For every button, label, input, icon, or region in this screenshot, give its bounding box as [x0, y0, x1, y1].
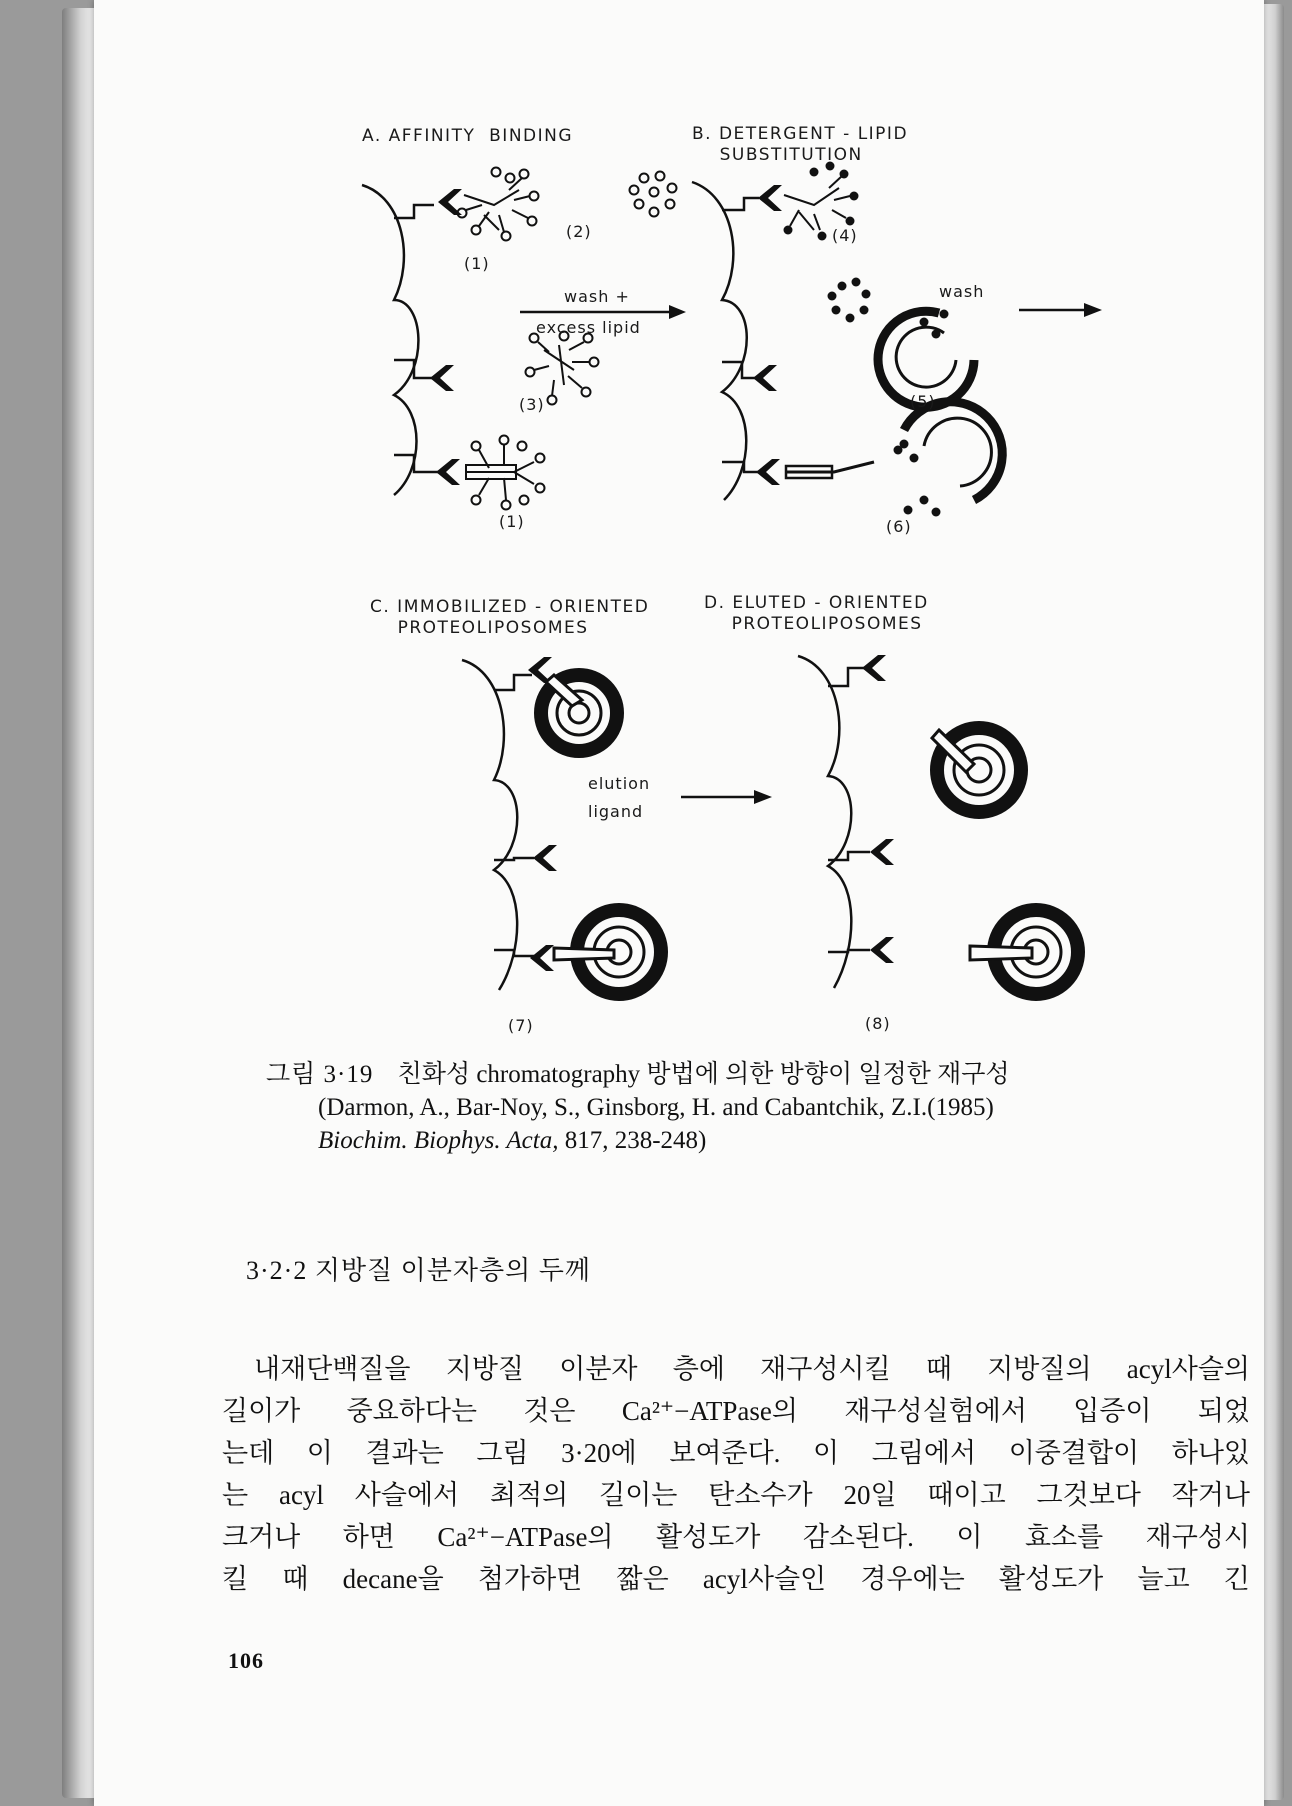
label-4: (4) [832, 226, 858, 245]
label-3: (3) [519, 395, 545, 414]
body-line: 킬 때 decane을 첨가하면 짧은 acyl사슬인 경우에는 활성도가 늘고 긴 [222, 1564, 1250, 1594]
panel-c-liposome-bottom [554, 910, 661, 994]
label-1-top: (1) [464, 254, 490, 273]
section-heading: 3·2·2 지방질 이분자층의 두께 [246, 1256, 591, 1285]
arrow-label-excess-lipid: excess lipid [536, 318, 641, 337]
panel-c-drawing [462, 660, 534, 990]
panel-a-micelle-2 [630, 172, 677, 217]
page-stack-edge-right [1262, 4, 1284, 1800]
panel-a-ligand-3 [430, 365, 454, 391]
arrow-wash [1019, 303, 1102, 317]
figure-caption [266, 1058, 1216, 1157]
body-line: 크거나 하면 Ca²⁺−ATPase의 활성도가 감소된다. 이 효소를 재구성시 [222, 1522, 1250, 1552]
panel-a-micelle-1 [464, 178, 530, 232]
page-number: 106 [228, 1648, 264, 1673]
label-7: (7) [508, 1016, 534, 1035]
panel-a-drawing [362, 185, 439, 495]
panel-b-drawing [692, 182, 759, 500]
book-page [94, 0, 1264, 1806]
label-5: (5) [910, 392, 936, 411]
panel-c-title: C. IMMOBILIZED - ORIENTED PROTEOLIPOSOMES [370, 597, 650, 638]
panel-d-liposome-top [932, 728, 1021, 812]
caption-title-row [266, 1058, 1216, 1091]
body-line: 는데 이 결과는 그림 3·20에 보여준다. 이 그림에서 이중결합이 하나있 [222, 1438, 1250, 1468]
panel-d-drawing [798, 656, 870, 988]
label-2: (2) [566, 222, 592, 241]
caption-title: 친화성 chromatography 방법에 의한 방향이 일정한 재구성 [397, 1061, 1010, 1088]
panel-c-liposome-top [541, 675, 617, 751]
caption-journal: Biochim. Biophys. Acta, [318, 1127, 559, 1154]
panel-a-title: A. AFFINITY BINDING [362, 126, 574, 146]
arrow-elution [681, 790, 772, 804]
arrow-label-elution: elution [588, 774, 651, 793]
arrow-label-wash: wash [939, 282, 985, 301]
body-line: 는 acyl 사슬에서 최적의 길이는 탄소수가 20일 때이고 그것보다 작거나 [222, 1480, 1250, 1510]
caption-citation-row [266, 1124, 1216, 1157]
panel-a-micelle-bound [466, 445, 534, 500]
panel-b-title: B. DETERGENT - LIPID SUBSTITUTION [692, 124, 909, 165]
panel-a-micelle-3 [534, 342, 590, 396]
caption-pages: 238-248) [614, 1127, 707, 1154]
panel-b-micelle-4 [784, 176, 850, 230]
arrow-label-wash-plus: wash + [564, 287, 630, 306]
body-paragraph [222, 1348, 1250, 1600]
panel-d-title: D. ELUTED - ORIENTED PROTEOLIPOSOMES [704, 593, 929, 634]
body-line: 내재단백질을 지방질 이분자 층에 재구성시킬 때 지방질의 acyl사슬의 [254, 1354, 1250, 1384]
figure-illustration [94, 0, 1264, 1040]
panel-b-micelle-free [828, 278, 871, 323]
label-1-bottom: (1) [499, 512, 525, 531]
caption-label: 그림 3·19 [266, 1061, 374, 1088]
body-line: 길이가 중요하다는 것은 Ca²⁺−ATPase의 재구성실험에서 입증이 되었 [222, 1396, 1250, 1426]
page-stack-edge-left [62, 8, 96, 1798]
caption-volume: 817, [564, 1127, 609, 1154]
label-8: (8) [865, 1014, 891, 1033]
panel-d-liposome-bottom [970, 910, 1078, 994]
panel-a-ligand-bound [436, 459, 460, 485]
label-6: (6) [886, 517, 912, 536]
arrow-label-ligand: ligand [588, 802, 644, 821]
caption-authors: (Darmon, A., Bar-Noy, S., Ginsborg, H. and Cabantchik, Z.I.(1985) [318, 1094, 994, 1121]
arrow-wash-lipid [520, 305, 686, 319]
